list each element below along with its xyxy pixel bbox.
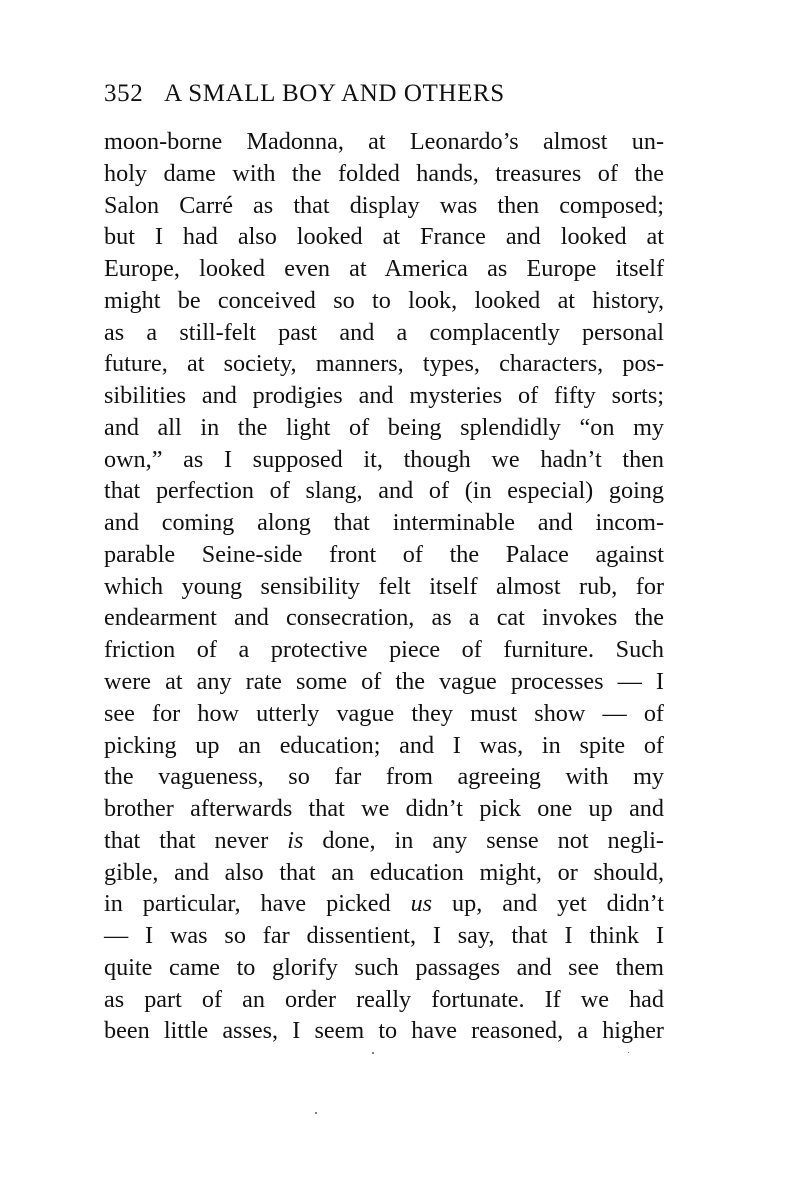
text-line: see for how utterly vague they must show — of: [104, 699, 664, 727]
text-line: that that never is done, in any sense not negli-: [104, 826, 664, 854]
text-line: brother afterwards that we didn’t pick one up and: [104, 795, 664, 823]
text-line: friction of a protective piece of furniture. Such: [104, 636, 664, 664]
text-line: picking up an education; and I was, in spite of: [104, 731, 664, 759]
print-speck: [315, 1112, 317, 1114]
text-line: endearment and consecration, as a cat invokes the: [104, 604, 664, 632]
text-line: in particular, have picked us up, and yet didn’t: [104, 890, 664, 918]
text-line: Europe, looked even at America as Europe itself: [104, 255, 664, 283]
text-line: Salon Carré as that display was then composed;: [104, 191, 664, 219]
body-text: [104, 126, 664, 1047]
text-line: were at any rate some of the vague processes — I: [104, 668, 664, 696]
text-line: and coming along that interminable and incom-: [104, 509, 664, 537]
text-line: might be conceived so to look, looked at history,: [104, 286, 664, 314]
page-number: 352: [104, 80, 144, 107]
text-line: — I was so far dissentient, I say, that I think I: [104, 922, 664, 950]
text-line: as a still-felt past and a complacently personal: [104, 318, 664, 346]
emphasized-word: us: [410, 890, 433, 918]
text-line: quite came to glorify such passages and see them: [104, 953, 664, 981]
text-line: gible, and also that an education might, or should,: [104, 858, 664, 886]
running-title: A SMALL BOY AND OTHERS: [164, 80, 505, 107]
text-line: and all in the light of being splendidly “on my: [104, 413, 664, 441]
text-line: sibilities and prodigies and mysteries of fifty sorts;: [104, 382, 664, 410]
emphasized-word: is: [287, 826, 304, 854]
text-line: moon-borne Madonna, at Leonardo’s almost un-: [104, 128, 664, 155]
page-header: [104, 80, 664, 114]
text-line: as part of an order really fortunate. If we had: [104, 985, 664, 1013]
print-speck: [628, 1052, 629, 1053]
text-line: holy dame with the folded hands, treasures of the: [104, 159, 664, 187]
text-line: but I had also looked at France and looked at: [104, 223, 664, 251]
text-line: which young sensibility felt itself almost rub, for: [104, 572, 664, 600]
text-line: that perfection of slang, and of (in especial) going: [104, 477, 664, 505]
print-speck: [372, 1052, 374, 1054]
text-line: future, at society, manners, types, characters, pos-: [104, 350, 664, 378]
text-line: parable Seine-side front of the Palace against: [104, 540, 664, 568]
text-line: been little asses, I seem to have reasoned, a higher: [104, 1017, 664, 1045]
text-line: own,” as I supposed it, though we hadn’t then: [104, 445, 664, 473]
text-line: the vagueness, so far from agreeing with my: [104, 763, 664, 791]
